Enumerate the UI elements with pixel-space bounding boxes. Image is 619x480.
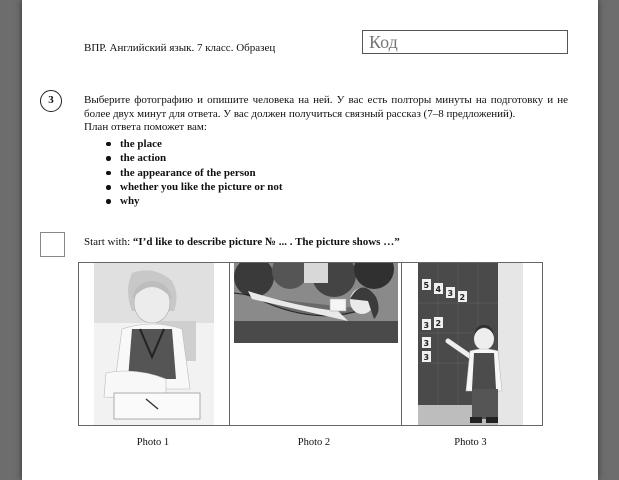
- photo-3-caption: Photo 3: [454, 437, 487, 448]
- photo-captions: [78, 437, 543, 451]
- mark-card: 5: [423, 281, 430, 290]
- mark-card: 3: [423, 353, 430, 362]
- photo-strip: [78, 262, 543, 426]
- code-field[interactable]: Код: [362, 30, 568, 54]
- start-with-phrase: “I’d like to describe picture № ... . The picture shows …”: [132, 236, 400, 248]
- mark-card: 3: [447, 289, 454, 298]
- photo-3[interactable]: [401, 263, 542, 425]
- task-instruction: Выберите фотографию и опишите человека на ней. У вас есть полторы минуты на подготовку и не более двух минут для ответа. У вас должен получиться связный рассказ (7–8 предложений).: [84, 94, 568, 120]
- plan-item: why: [106, 194, 568, 208]
- photo-1-caption: Photo 1: [136, 437, 170, 448]
- mark-card: 3: [423, 321, 430, 330]
- page-header: ВПР. Английский язык. 7 класс. Образец: [84, 42, 276, 54]
- photo-2[interactable]: [229, 263, 401, 425]
- plan-item: the place: [106, 137, 568, 151]
- plan-list: [84, 137, 568, 209]
- start-with-line: [84, 236, 400, 248]
- woman-hammock-photo-icon: [234, 263, 398, 343]
- plan-item: whether you like the picture or not: [106, 180, 568, 194]
- task-block: [84, 94, 568, 209]
- start-with-prefix: Start with:: [84, 236, 131, 248]
- document-page: [22, 0, 598, 480]
- boy-blackboard-photo-icon: [418, 263, 523, 425]
- photo-2-caption: Photo 2: [297, 437, 331, 448]
- mark-card: 3: [423, 339, 430, 348]
- mark-card: 2: [459, 293, 466, 302]
- plan-intro: План ответа поможет вам:: [84, 121, 207, 134]
- mark-card: 4: [435, 285, 442, 294]
- mark-card: 2: [435, 319, 442, 328]
- answer-checkbox[interactable]: [40, 232, 65, 257]
- task-number: 3: [40, 90, 62, 112]
- plan-item: the action: [106, 151, 568, 165]
- plan-item: the appearance of the person: [106, 166, 568, 180]
- girl-drawing-photo-icon: [94, 263, 214, 425]
- photo-1[interactable]: [79, 263, 229, 425]
